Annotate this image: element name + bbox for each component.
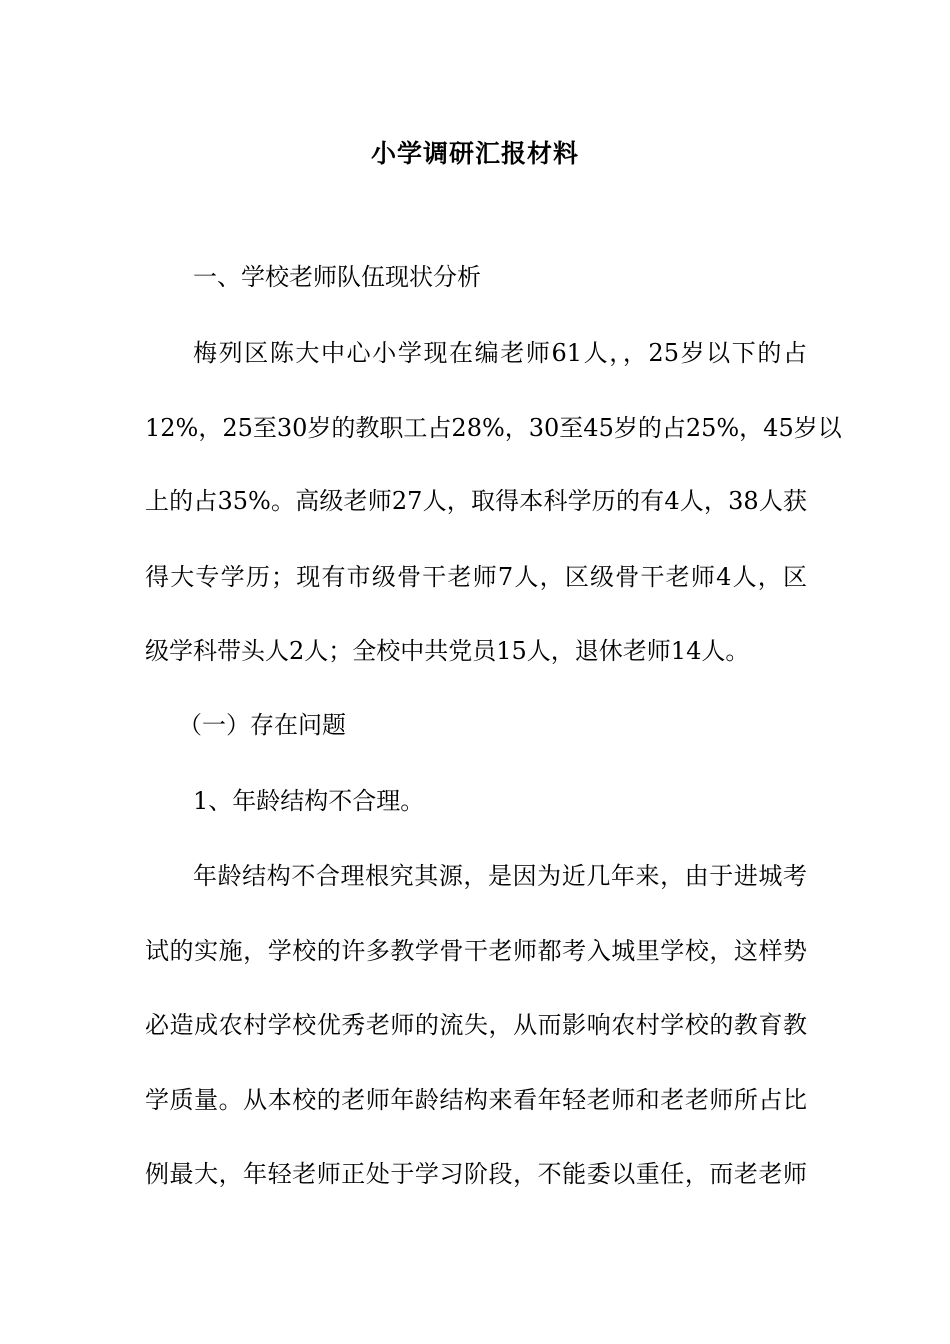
paragraph1-line-2: 12%，25至30岁的教职工占28%，30至45岁的占25%，45岁以 [145, 414, 842, 442]
paragraph1-line-4: 得大专学历；现有市级骨干老师7人，区级骨干老师4人，区 [145, 563, 807, 591]
document-title: 小学调研汇报材料 [370, 139, 579, 168]
paragraph1-line-3: 上的占35%。高级老师27人，取得本科学历的有4人，38人获 [145, 487, 807, 515]
paragraph1-line-5: 级学科带头人2人；全校中共党员15人，退休老师14人。 [145, 637, 750, 665]
paragraph2-line-4: 学质量。从本校的老师年龄结构来看年轻老师和老老师所占比 [145, 1086, 807, 1114]
subheading-problems: （一）存在问题 [178, 711, 346, 739]
paragraph2-line-3: 必造成农村学校优秀老师的流失，从而影响农村学校的教育教 [145, 1011, 807, 1039]
item-heading-age-structure: 1、年龄结构不合理。 [193, 787, 425, 815]
paragraph1-line-1: 梅列区陈大中心小学现在编老师61人，，25岁以下的占 [193, 339, 807, 367]
section-heading: 一、学校老师队伍现状分析 [193, 263, 481, 291]
paragraph2-line-1: 年龄结构不合理根究其源，是因为近几年来，由于进城考 [193, 862, 807, 890]
paragraph2-line-5: 例最大，年轻老师正处于学习阶段，不能委以重任，而老老师 [145, 1160, 807, 1188]
paragraph2-line-2: 试的实施，学校的许多教学骨干老师都考入城里学校，这样势 [145, 937, 807, 965]
